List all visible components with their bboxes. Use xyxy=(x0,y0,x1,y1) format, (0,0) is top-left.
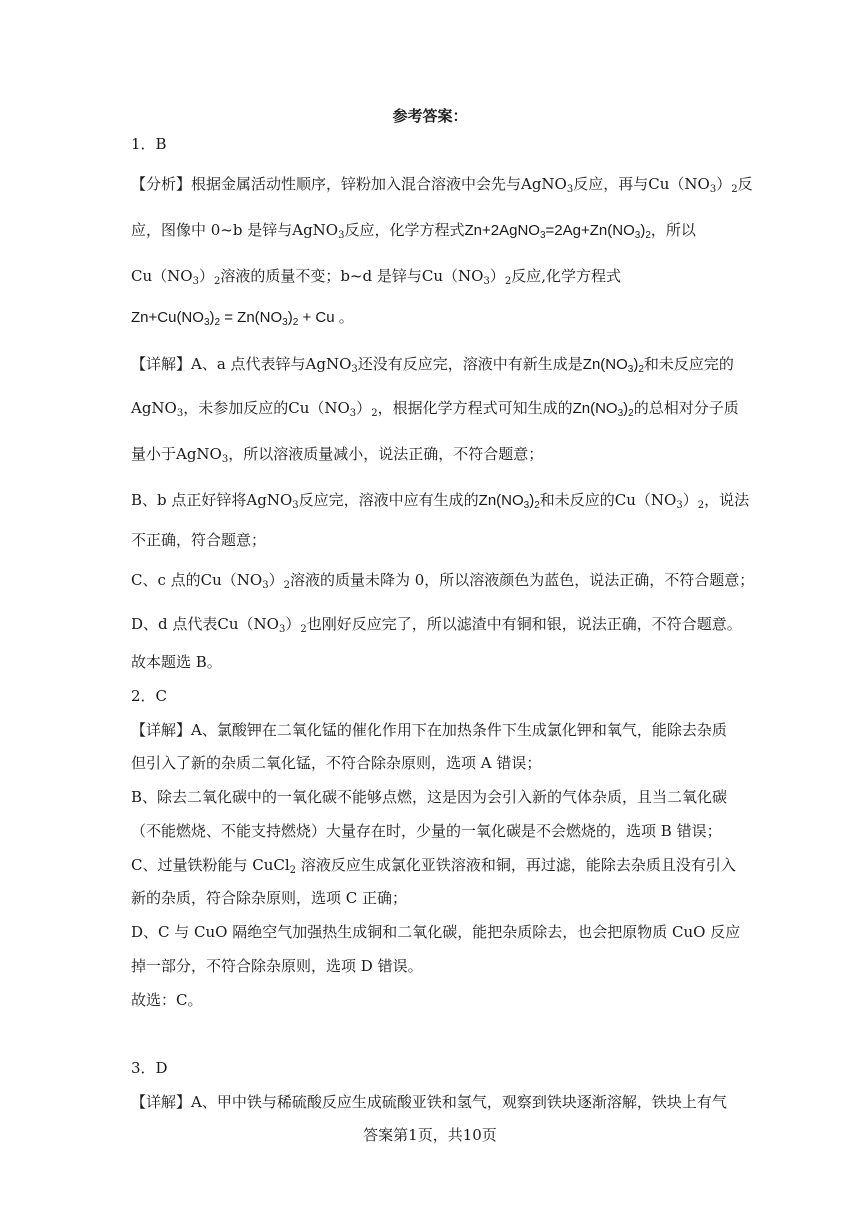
q1-detail-line-3: 量小于AgNO$_3$，所以溶液质量减小，说法正确，不符合题意； xyxy=(131,445,544,465)
q1-equation: $Zn+Cu(NO_3)_2 = Zn(NO_3)_2 + Cu$ 。 xyxy=(131,309,354,328)
q1-analysis-line-2: 应，图像中 0~b 是锌与AgNO$_3$反应，化学方程式$Zn+2AgNO_3=2Ag+Zn(NO_3)_2$，所以 xyxy=(131,221,696,241)
q2-line-1: 【详解】A、氯酸钾在二氧化锰的催化作用下在加热条件下生成氯化钾和氧气，能除去杂质 xyxy=(131,721,727,739)
q1-detail-line-2: AgNO$_3$，未参加反应的$Cu(NO_3)_2$，根据化学方程式可知生成的$Zn(NO_3)_2$的总相对分子质 xyxy=(131,399,739,419)
page-footer: 答案第1页，共10页 xyxy=(363,1126,497,1144)
q2-line-2: 但引入了新的杂质二氧化锰，不符合除杂原则，选项 A 错误； xyxy=(131,754,542,772)
q3-number: 3．D xyxy=(131,1059,168,1077)
q1-analysis-line-1: 【分析】根据金属活动性顺序，锌粉加入混合溶液中会先与AgNO$_3$反应，再与$Cu(NO_3)_2$反 xyxy=(131,175,753,195)
q1-number: 1．B xyxy=(131,135,167,153)
q1-detail-line-5: 不正确，符合题意； xyxy=(131,531,267,549)
q2-line-3: B、除去二氧化碳中的一氧化碳不能够点燃，这是因为会引入新的气体杂质，且当二氧化碳 xyxy=(131,788,728,806)
q2-line-8: 掉一部分，不符合除杂原则，选项 D 错误。 xyxy=(131,957,423,975)
q1-analysis-line-3: $Cu(NO_3)_2$溶液的质量不变；b~d 是锌与$Cu(NO_3)_2$反应,化学方程式 xyxy=(131,267,621,287)
page-title: 参考答案： xyxy=(392,107,468,125)
q1-conclusion: 故本题选 B。 xyxy=(131,653,222,671)
q2-conclusion: 故选：C。 xyxy=(131,991,203,1009)
q1-detail-line-4: B、b 点正好锌将AgNO$_3$反应完，溶液中应有生成的$Zn(NO_3)_2$和未反应的$Cu(NO_3)_2$，说法 xyxy=(131,491,750,511)
q2-number: 2．C xyxy=(131,687,168,705)
q1-detail-line-1: 【详解】A、a 点代表锌与AgNO$_3$还没有反应完，溶液中有新生成是$Zn(NO_3)_2$和未反应完的 xyxy=(131,355,734,375)
q2-line-5: C、过量铁粉能与 CuCl$_2$ 溶液反应生成氯化亚铁溶液和铜，再过滤，能除去杂质且没有引入 xyxy=(131,856,736,876)
q2-line-6: 新的杂质，符合除杂原则，选项 C 正确； xyxy=(131,889,408,907)
q1-detail-line-6: C、c 点的$Cu(NO_3)_2$溶液的质量未降为 0，所以溶液颜色为蓝色，说法正确，不符合题意； xyxy=(131,571,755,591)
q2-line-4: （不能燃烧、不能支持燃烧）大量存在时，少量的一氧化碳是不会燃烧的，选项 B 错误； xyxy=(131,822,722,840)
q3-line-1: 【详解】A、甲中铁与稀硫酸反应生成硫酸亚铁和氢气，观察到铁块逐渐溶解，铁块上有气 xyxy=(131,1093,727,1111)
q1-detail-line-7: D、d 点代表$Cu(NO_3)_2$也刚好反应完了，所以滤渣中有铜和银，说法正确，不符合题意。 xyxy=(131,615,742,635)
q2-line-7: D、C 与 CuO 隔绝空气加强热生成铜和二氧化碳，能把杂质除去，也会把原物质 CuO 反应 xyxy=(131,923,741,941)
